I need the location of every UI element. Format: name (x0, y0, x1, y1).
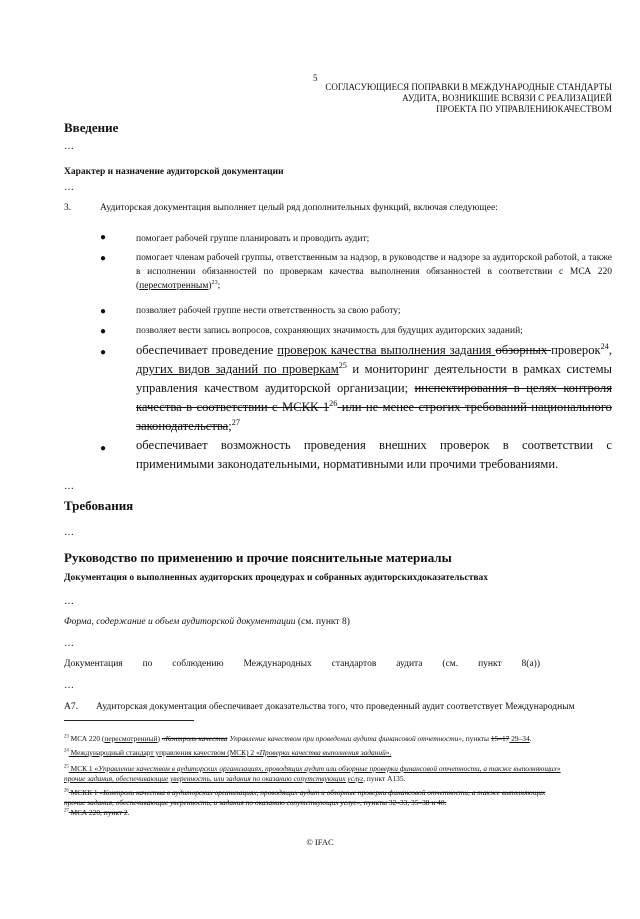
footnote-27: $^{27}$ МСА 220, пункт 2. (64, 808, 130, 817)
footnote-25: $^{25}$ МСК 1 «Управление качеством в аудиторских организациях, проводящих аудит или обзорные проверки финансовой отчетности, а также выполняющих» (64, 764, 561, 773)
subheading-nature-purpose: Характер и назначение аудиторской документации (64, 167, 284, 177)
bullet-text-revised: обеспечивает проведение проверок качества выполнения задания обзорных проверок$^{24}$, других видов заданий по проверкам$^{25}$ и мониторинг деятельности в рамках системы управления качеством аудиторской организации; инспектирования в целях контроля качества в соответствии с МСКК $1^{26}$ или не менее строгих требований национального законодательства;$^{27}$ (136, 341, 612, 433)
footnote-25-cont: прочие задания, обеспечивающие уверенность, или задания по оказанию сопутствующих услуг, пункт A135. (64, 774, 406, 783)
compliance-line: Документация по соблюдению Международных стандартов аудита (см. пункт 8(a)) (64, 659, 540, 669)
bullet-icon: ● (100, 253, 107, 264)
ellipsis: … (64, 638, 75, 649)
subheading-documentation: Документация о выполненных аудиторских процедурах и собранных аудиторскихдоказательствах (64, 573, 489, 583)
bullet-text: обеспечивает возможность проведения внешних проверок в соответствии с применимыми законодательными, нормативными или прочими требованиями. (136, 438, 612, 471)
paragraph-number: A7. (64, 702, 78, 712)
bullet-icon: ● (100, 443, 107, 454)
bullet-text: помогает рабочей группе планировать и проводить аудит; (136, 234, 370, 244)
ellipsis: … (64, 527, 75, 538)
bullet-text: позволяет вести запись вопросов, сохраняющих значимость для будущих аудиторских заданий; (136, 326, 523, 336)
footnote-26-cont: прочие задания, обеспечивающие уверенность, и задания по оказанию сопутствующих услуг», пункты 32–33, 35–38 и 48. (64, 798, 447, 807)
header-line-1: СОГЛАСУЮЩИЕСЯ ПОПРАВКИ В МЕЖДУНАРОДНЫЕ СТАНДАРТЫ (325, 82, 612, 92)
footnote-24: $^{24}$ Международный стандарт управления качеством (МСК) 2 «Проверки качества выполнения заданий». (64, 748, 392, 757)
bullet-icon: ● (100, 326, 107, 337)
ellipsis: … (64, 182, 75, 193)
paragraph-number: 3. (64, 203, 72, 213)
bullet-icon: ● (100, 232, 107, 243)
ellipsis: … (64, 596, 75, 607)
section-heading-application: Руководство по применению и прочие пояснительные материалы (64, 550, 452, 565)
footnote-26: $^{26}$ МСКК 1 «Контроль качества в аудиторских организациях, проводящих аудит и обзорные проверки финансовой отчетности, а также выполняющих (64, 788, 546, 797)
bullet-text: помогает членам рабочей группы, ответственным за надзор, в руководстве и надзоре за аудиторской работой, а также в исполнении обязанностей по проверкам качества выполнения обязанностей в соответствии с МСА 220 (пересмотренным)$^{23}$; (136, 253, 612, 291)
page-number: 5 (313, 73, 318, 83)
bullet-text: позволяет рабочей группе нести ответственность за свою работу; (136, 306, 401, 316)
bullet-icon: ● (100, 347, 107, 358)
bullet-icon: ● (100, 306, 107, 317)
section-heading-introduction: Введение (64, 120, 119, 135)
header-line-2: АУДИТА, ВОЗНИКШИЕ ВСВЯЗИ С РЕАЛИЗАЦИЕЙ (402, 93, 612, 103)
section-heading-requirements: Требования (64, 498, 134, 513)
copyright-footer: © IFAC (306, 837, 334, 847)
header-line-3: ПРОЕКТА ПО УПРАВЛЕНИЮКАЧЕСТВОМ (436, 104, 612, 114)
ellipsis: … (64, 680, 75, 691)
ellipsis: … (64, 141, 75, 152)
ellipsis: … (64, 481, 75, 492)
form-content-line: Форма, содержание и объем аудиторской документации (см. пункт 8) (64, 617, 350, 627)
paragraph-3-lead: Аудиторская документация выполняет целый ряд дополнительных функций, включая следующее: (100, 203, 498, 213)
running-header (282, 82, 612, 115)
footnote-separator (64, 720, 194, 721)
paragraph-a7: Аудиторская документация обеспечивает доказательства того, что проведенный аудит соответствует Международным (96, 702, 575, 712)
footnote-23: $^{23}$ МСА 220 (пересмотренный) «Контроль качества Управление качеством при проведении аудита финансовой отчетности», пункты 15–17 29–34. (64, 734, 532, 743)
